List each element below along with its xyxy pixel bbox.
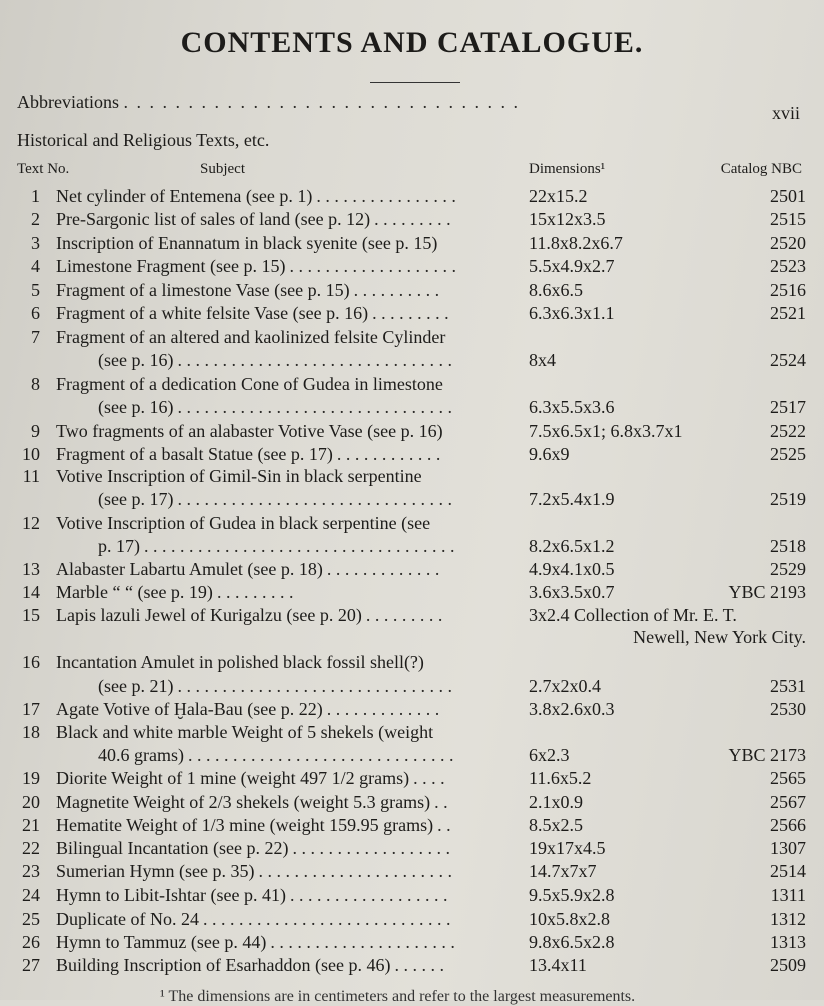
row-catalog: 2519 xyxy=(770,489,806,509)
row-leader: . . . . . . . . . . . . . . . . . . . . . . . . . . . . . . . xyxy=(177,489,452,509)
row-number: 26 xyxy=(22,932,40,952)
row-subject: Two fragments of an alabaster Votive Vase (see p. 16) xyxy=(56,421,443,441)
table-row xyxy=(0,421,824,445)
row-catalog: 2521 xyxy=(770,303,806,323)
row-subject: Incantation Amulet in polished black fossil shell(?) xyxy=(56,652,424,672)
table-row xyxy=(0,397,824,421)
row-subject: Fragment of an altered and kaolinized felsite Cylinder xyxy=(56,327,446,347)
row-leader: . . . . . . . . . . . . . . . . . . . . . . xyxy=(258,861,452,881)
table-row xyxy=(0,815,824,839)
row-number: 14 xyxy=(22,582,40,602)
row-dimensions: 6.3x5.5x3.6 xyxy=(529,397,615,417)
row-dimensions: 7.2x5.4x1.9 xyxy=(529,489,615,509)
footnote: ¹ The dimensions are in centimeters and refer to the largest measurements. xyxy=(160,988,636,1005)
row-dimensions: 11.8x8.2x6.7 xyxy=(529,233,623,253)
table-row xyxy=(0,327,824,351)
row-catalog: 2501 xyxy=(770,186,806,206)
header-text-no: Text No. xyxy=(17,161,70,177)
row-subject: Fragment of a basalt Statue (see p. 17) . . . . . . . . . . . . xyxy=(56,444,441,464)
table-row xyxy=(0,932,824,956)
row-leader: . . . . . . . . . . . . . . . . . . . . . . . . . . . . . . . . . . . xyxy=(144,536,455,556)
row-catalog: 2518 xyxy=(770,536,806,556)
row-subject: Agate Votive of Ḫala-Bau (see p. 22) . . . . . . . . . . . . . xyxy=(56,699,440,719)
table-row xyxy=(0,513,824,537)
row-subject: 40.6 grams) . . . . . . . . . . . . . . . . . . . . . . . . . . . . . . xyxy=(98,745,454,765)
row-catalog: 2516 xyxy=(770,280,806,300)
row-subject: Building Inscription of Esarhaddon (see p. 46) . . . . . . xyxy=(56,955,444,975)
table-row xyxy=(0,444,824,468)
table-row xyxy=(0,652,824,676)
row-leader: . . . . . . . . . . . . . . . . . . . xyxy=(289,256,456,276)
row-number: 19 xyxy=(22,768,40,788)
row-subject: Duplicate of No. 24 . . . . . . . . . . . . . . . . . . . . . . . . . . . . xyxy=(56,909,451,929)
row-dimensions: 5.5x4.9x2.7 xyxy=(529,256,615,276)
row-catalog: 2566 xyxy=(770,815,806,835)
row-dimensions: 8.2x6.5x1.2 xyxy=(529,536,615,556)
row-dimensions: 14.7x7x7 xyxy=(529,861,597,881)
row-leader: . . . . . . . . . . . . . . . . . . . . . . . . . . . . . . . xyxy=(177,676,452,696)
table-row xyxy=(0,699,824,723)
row-catalog: 2567 xyxy=(770,792,806,812)
row-dimensions: 3.8x2.6x0.3 xyxy=(529,699,615,719)
row-leader: . . . . . . . . . xyxy=(372,303,449,323)
header-catalog: Catalog NBC xyxy=(720,161,802,177)
row-catalog: 2522 xyxy=(770,421,806,441)
row-dimensions: 9.6x9 xyxy=(529,444,570,464)
table-row xyxy=(0,536,824,560)
table-row xyxy=(0,256,824,280)
row-catalog: 2524 xyxy=(770,350,806,370)
abbreviations-entry xyxy=(17,92,520,113)
row-dimensions: 8x4 xyxy=(529,350,556,370)
table-row xyxy=(0,838,824,862)
row-number: 17 xyxy=(22,699,40,719)
row-number: 16 xyxy=(22,652,40,672)
row-dimensions: 8.6x6.5 xyxy=(529,280,583,300)
table-row xyxy=(0,955,824,979)
row-catalog: 1311 xyxy=(770,885,806,905)
row-catalog: 2523 xyxy=(770,256,806,276)
row-number: 22 xyxy=(22,838,40,858)
title-divider xyxy=(370,82,460,83)
table-row xyxy=(0,280,824,304)
row-leader: . . . . . . . . . . . . . xyxy=(326,699,440,719)
row-leader: . . . . . . . . . xyxy=(365,605,443,625)
row-catalog: 2520 xyxy=(770,233,806,253)
table-row xyxy=(0,909,824,933)
row-number: 13 xyxy=(22,559,40,579)
row-subject: Fragment of a limestone Vase (see p. 15) . . . . . . . . . . xyxy=(56,280,440,300)
row-leader: . . . . . . . . . . . . . xyxy=(326,559,440,579)
row-catalog: YBC 2173 xyxy=(728,745,806,765)
row-leader: . . . . . . . . . . . . . . . . . . . . . . . . . . . . . . . xyxy=(177,397,452,417)
table-row xyxy=(0,605,824,629)
row-subject: Votive Inscription of Gimil-Sin in black serpentine xyxy=(56,466,422,486)
row-number: 8 xyxy=(31,374,40,394)
row-dimensions: 10x5.8x2.8 xyxy=(529,909,610,929)
row-subject: Lapis lazuli Jewel of Kurigalzu (see p. 20) . . . . . . . . . xyxy=(56,605,443,625)
row-subject: Hymn to Libit-Ishtar (see p. 41) . . . . . . . . . . . . . . . . . . xyxy=(56,885,448,905)
row-subject: Hymn to Tammuz (see p. 44) . . . . . . . . . . . . . . . . . . . . . xyxy=(56,932,455,952)
row-leader: . . . . . . . . . . . . . . . . . . xyxy=(292,838,450,858)
row-number: 7 xyxy=(31,327,40,347)
row-leader: . . . . . . xyxy=(394,955,444,975)
table-row xyxy=(0,303,824,327)
table-row xyxy=(0,885,824,909)
header-dimensions: Dimensions¹ xyxy=(529,161,606,177)
row-number: 10 xyxy=(22,444,40,464)
row-catalog: YBC 2193 xyxy=(728,582,806,602)
row-subject: Hematite Weight of 1/3 mine (weight 159.95 grams) . . xyxy=(56,815,451,835)
row-leader: . . . . . . . . . . . . . . . . . . . . . . . . . . . . . . . xyxy=(177,350,452,370)
row-dimensions: 6x2.3 xyxy=(529,745,570,765)
row-dimensions: 22x15.2 xyxy=(529,186,588,206)
row-subject: Limestone Fragment (see p. 15) . . . . . . . . . . . . . . . . . . . xyxy=(56,256,456,276)
row-subject: Pre-Sargonic list of sales of land (see p. 12) . . . . . . . . . xyxy=(56,209,451,229)
row-subject: Alabaster Labartu Amulet (see p. 18) . . . . . . . . . . . . . xyxy=(56,559,440,579)
row-leader: . . . . . . . . . . xyxy=(353,280,440,300)
row-subject: Inscription of Enannatum in black syenite (see p. 15) xyxy=(56,233,438,253)
row-number: 9 xyxy=(31,421,40,441)
row-subject: Votive Inscription of Gudea in black serpentine (see xyxy=(56,513,431,533)
row-subject: Fragment of a white felsite Vase (see p. 16) . . . . . . . . . xyxy=(56,303,449,323)
table-row xyxy=(0,768,824,792)
row-number: 24 xyxy=(22,885,40,905)
table-row xyxy=(0,722,824,746)
row-dimensions: 2.1x0.9 xyxy=(529,792,583,812)
row-subject: Net cylinder of Entemena (see p. 1) . . . . . . . . . . . . . . . . xyxy=(56,186,456,206)
row-catalog: 1312 xyxy=(770,909,806,929)
row-catalog: 2565 xyxy=(770,768,806,788)
row-leader: . . . . . . . . . . . . . . . . xyxy=(316,186,456,206)
row-subject: Magnetite Weight of 2/3 shekels (weight 5.3 grams) . . xyxy=(56,792,448,812)
row-dimensions: 15x12x3.5 xyxy=(529,209,606,229)
table-row xyxy=(0,745,824,769)
page-title: CONTENTS AND CATALOGUE. xyxy=(180,26,644,59)
row-dimensions: 6.3x6.3x1.1 xyxy=(529,303,615,323)
row-leader: . . . . xyxy=(413,768,445,788)
row-dimensions: 9.5x5.9x2.8 xyxy=(529,885,615,905)
row-subject: Sumerian Hymn (see p. 35) . . . . . . . . . . . . . . . . . . . . . . xyxy=(56,861,452,881)
row-leader: . . . . . . . . . . . . . . . . . . xyxy=(289,885,448,905)
row-subject: Bilingual Incantation (see p. 22) . . . . . . . . . . . . . . . . . . xyxy=(56,838,450,858)
row-leader: . . . . . . . . . xyxy=(374,209,451,229)
row-number: 6 xyxy=(31,303,40,323)
row-number: 15 xyxy=(22,605,40,625)
row-leader: . . . . . . . . . xyxy=(216,582,294,602)
row-subject: Fragment of a dedication Cone of Gudea in limestone xyxy=(56,374,443,394)
row-catalog: 2525 xyxy=(770,444,806,464)
table-row xyxy=(0,582,824,606)
row-dimensions: 19x17x4.5 xyxy=(529,838,606,858)
abbreviations-label: Abbreviations xyxy=(17,92,119,112)
row-number: 12 xyxy=(22,513,40,533)
row-dimensions: 9.8x6.5x2.8 xyxy=(529,932,615,952)
row-dimensions: 8.5x2.5 xyxy=(529,815,583,835)
abbreviations-page: xvii xyxy=(771,103,800,123)
table-row xyxy=(0,209,824,233)
row-number: 3 xyxy=(31,233,40,253)
row-number: 20 xyxy=(22,792,40,812)
row-number: 23 xyxy=(22,861,40,881)
row-dimensions: 3x2.4 Collection of Mr. E. T. xyxy=(529,605,737,625)
row-leader: . . . . . . . . . . . . . . . . . . . . . xyxy=(270,932,455,952)
row-leader: . . . . . . . . . . . . . . . . . . . . . . . . . . . . . . xyxy=(187,745,454,765)
table-row xyxy=(0,792,824,816)
row-subject: Black and white marble Weight of 5 shekels (weight xyxy=(56,722,434,742)
row-catalog: 2530 xyxy=(770,699,806,719)
row-subject: (see p. 17) . . . . . . . . . . . . . . . . . . . . . . . . . . . . . . . xyxy=(98,489,452,509)
row-number: 2 xyxy=(31,209,40,229)
row-catalog: 2517 xyxy=(770,397,806,417)
row-catalog: 1307 xyxy=(770,838,806,858)
table-row xyxy=(0,676,824,700)
row-subject: p. 17) . . . . . . . . . . . . . . . . . . . . . . . . . . . . . . . . . . . xyxy=(98,536,455,556)
row-subject xyxy=(98,627,102,648)
row-dimensions: 11.6x5.2 xyxy=(529,768,592,788)
header-subject: Subject xyxy=(200,161,245,177)
row-number: 18 xyxy=(22,722,40,742)
table-row xyxy=(0,233,824,257)
table-row xyxy=(0,374,824,398)
table-row xyxy=(0,350,824,374)
row-catalog: 2515 xyxy=(770,209,806,229)
row-dimensions: 2.7x2x0.4 xyxy=(529,676,601,696)
abbreviations-leader: . . . . . . . . . . . . . . . . . . . . . . . . . . . . . . . xyxy=(123,92,520,112)
row-leader: . . xyxy=(437,815,451,835)
row-number: 27 xyxy=(22,955,40,975)
table-row xyxy=(0,861,824,885)
row-subject: (see p. 16) . . . . . . . . . . . . . . . . . . . . . . . . . . . . . . . xyxy=(98,350,452,370)
table-row xyxy=(0,186,824,210)
table-row xyxy=(0,627,824,651)
row-catalog: 2531 xyxy=(770,676,806,696)
row-subject: (see p. 21) . . . . . . . . . . . . . . . . . . . . . . . . . . . . . . . xyxy=(98,676,452,696)
row-number: 1 xyxy=(31,186,40,206)
row-catalog: 2514 xyxy=(770,861,806,881)
row-number: 21 xyxy=(22,815,40,835)
row-catalog: 2529 xyxy=(770,559,806,579)
row-subject: Diorite Weight of 1 mine (weight 497 1/2 grams) . . . . xyxy=(56,768,445,788)
table-row xyxy=(0,559,824,583)
row-catalog: 2509 xyxy=(770,955,806,975)
row-dimensions: 4.9x4.1x0.5 xyxy=(529,559,615,579)
row-dimensions: 3.6x3.5x0.7 xyxy=(529,582,615,602)
row-leader: . . xyxy=(434,792,448,812)
row-catalog: Newell, New York City. xyxy=(633,627,806,647)
table-row xyxy=(0,489,824,513)
table-row xyxy=(0,466,824,490)
row-subject: (see p. 16) . . . . . . . . . . . . . . . . . . . . . . . . . . . . . . . xyxy=(98,397,452,417)
row-catalog: 1313 xyxy=(770,932,806,952)
row-leader: . . . . . . . . . . . . xyxy=(336,444,441,464)
row-number: 5 xyxy=(31,280,40,300)
row-number: 25 xyxy=(22,909,40,929)
row-subject: Marble “ “ (see p. 19) . . . . . . . . . xyxy=(56,582,294,602)
row-dimensions: 13.4x11 xyxy=(529,955,587,975)
row-number: 4 xyxy=(31,256,40,276)
row-dimensions: 7.5x6.5x1; 6.8x3.7x1 xyxy=(529,421,683,441)
row-leader: . . . . . . . . . . . . . . . . . . . . . . . . . . . . xyxy=(202,909,451,929)
row-number: 11 xyxy=(22,466,40,486)
section-heading: Historical and Religious Texts, etc. xyxy=(17,130,270,150)
